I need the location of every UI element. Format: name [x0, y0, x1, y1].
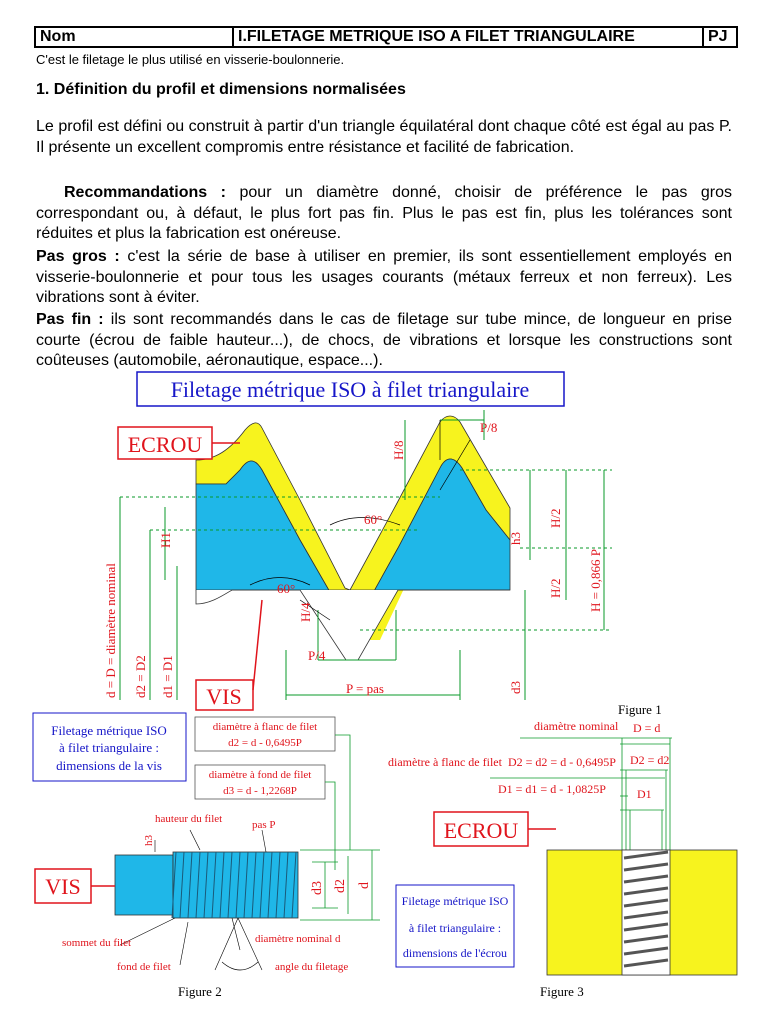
figure-1-title: Filetage métrique ISO à filet triangulaire	[170, 377, 530, 402]
pas-gros-label: Pas gros :	[36, 248, 120, 265]
figure-3-caption: Figure 3	[540, 984, 584, 999]
H-label: H = 0,866 P	[588, 549, 603, 612]
fig3-ecrou-label: ECROU	[443, 818, 519, 843]
h8-label: H/8	[391, 440, 406, 460]
header-name-cell: Nom	[36, 28, 234, 46]
fig3-Dd-label: D = d	[633, 721, 661, 735]
header-title-cell: I.FILETAGE METRIQUE ISO A FILET TRIANGULAIRE	[234, 28, 704, 46]
p4-label: P/4	[308, 648, 326, 663]
screw-shank	[115, 855, 173, 915]
fig2-d3-label: d3	[310, 881, 325, 895]
ecrou-label: ECROU	[127, 432, 203, 457]
pas-label: P = pas	[346, 681, 384, 696]
fig3-box-line1: Filetage métrique ISO	[401, 894, 509, 908]
h3-label: h3	[508, 532, 523, 545]
fig2-vis-label: VIS	[45, 874, 81, 899]
d3-label: d3	[508, 681, 523, 694]
fig3-nominal-label: diamètre nominal	[534, 719, 619, 733]
intro-text: C'est le filetage le plus utilisé en visserie-boulonnerie.	[36, 52, 345, 67]
fig3-flanc-label: diamètre à flanc de filet	[388, 755, 502, 769]
p8-label: P/8	[480, 420, 498, 435]
fig2-nominal-label: diamètre nominal d	[255, 933, 341, 945]
fig2-box-line2: à filet triangulaire :	[59, 740, 159, 755]
figure-2-screw	[0, 708, 390, 1014]
fig2-fond-line1: diamètre à fond de filet	[208, 769, 312, 781]
angle-60-top: 60°	[364, 512, 383, 527]
h1-label: H1	[158, 532, 173, 548]
header-pj-cell: PJ	[708, 28, 728, 45]
fig3-D2-label: D2 = d2	[630, 753, 670, 767]
fig3-flanc-eq: D2 = d2 = d - 0,6495P	[508, 755, 616, 769]
d2-label: d2 = D2	[133, 655, 148, 698]
vis-label: VIS	[206, 684, 242, 709]
pas-fin-text: ils sont recommandés dans le cas de filetage sur tube mince, de longueur en prise courte (écrou de faible hauteur...), de chocs, de vibrations et lorsque les constructions sont coûteuses (automobile, aéronautique, espace...).	[36, 311, 733, 369]
fig3-D1-label: D1	[637, 787, 652, 801]
pas-fin-label: Pas fin :	[36, 311, 104, 328]
reco-text: pour un diamètre donné, choisir de préférence le pas gros correspondant ou, à défaut, le plus fort pas fin. Plus le pas est fin, plus les tolérances sont réduites et plus la fabrication est onéreuse.	[36, 184, 732, 242]
figure-1-caption: Figure 1	[618, 702, 662, 717]
fig3-D1eq-label: D1 = d1 = d - 1,0825P	[498, 782, 606, 796]
fig2-d-label: d	[357, 882, 372, 889]
header-table	[34, 26, 738, 48]
fig2-box-line1: Filetage métrique ISO	[51, 723, 167, 738]
paragraph-recommendations	[36, 183, 732, 245]
fig2-pas-label: pas P	[252, 819, 276, 831]
paragraph-pas-gros	[36, 247, 732, 309]
fig2-sommet-label: sommet du filet	[62, 937, 132, 949]
figure-3-nut	[380, 708, 768, 1014]
fig3-box-line3: dimensions de l'écrou	[402, 946, 508, 960]
figure-2-caption: Figure 2	[178, 984, 222, 999]
fig2-hauteur-label: hauteur du filet	[155, 813, 223, 825]
h2-upper-label: H/2	[548, 508, 563, 528]
fig2-angle-label: angle du filetage	[275, 961, 349, 973]
fig2-fond-line2: d3 = d - 1,2268P	[223, 785, 297, 797]
paragraph-profile: Le profil est défini ou construit à partir d'un triangle équilatéral dont chaque côté est égal au pas P. Il présente un excellent compromis entre résistance et facilité de fabrication.	[36, 118, 732, 156]
d-nominal-label: d = D = diamètre nominal	[103, 563, 118, 698]
section-title: 1. Définition du profil et dimensions normalisées	[36, 81, 406, 98]
paragraph-pas-fin	[36, 310, 732, 372]
figure-1-thread-profile	[0, 370, 768, 720]
pas-gros-text: c'est la série de base à utiliser en premier, ils sont essentiellement employés en visserie-boulonnerie et pour tous les usages courants (métaux ferreux et non ferreux). Les vibrations sont à éviter.	[36, 248, 733, 306]
fig2-h3-label: h3	[143, 835, 155, 846]
fig2-flanc-line2: d2 = d - 0,6495P	[228, 737, 302, 749]
h4-label: H/4	[298, 602, 313, 622]
fig2-box-line3: dimensions de la vis	[56, 758, 162, 773]
fig2-fond-label: fond de filet	[117, 961, 171, 973]
fig2-d2-label: d2	[333, 879, 348, 893]
fig2-flanc-line1: diamètre à flanc de filet	[212, 721, 318, 733]
d1-label: d1 = D1	[160, 655, 175, 698]
fig3-box-line2: à filet triangulaire :	[408, 921, 502, 935]
reco-label: Recommandations :	[64, 184, 226, 201]
angle-60-bottom: 60°	[277, 581, 296, 596]
h2-lower-label: H/2	[548, 578, 563, 598]
